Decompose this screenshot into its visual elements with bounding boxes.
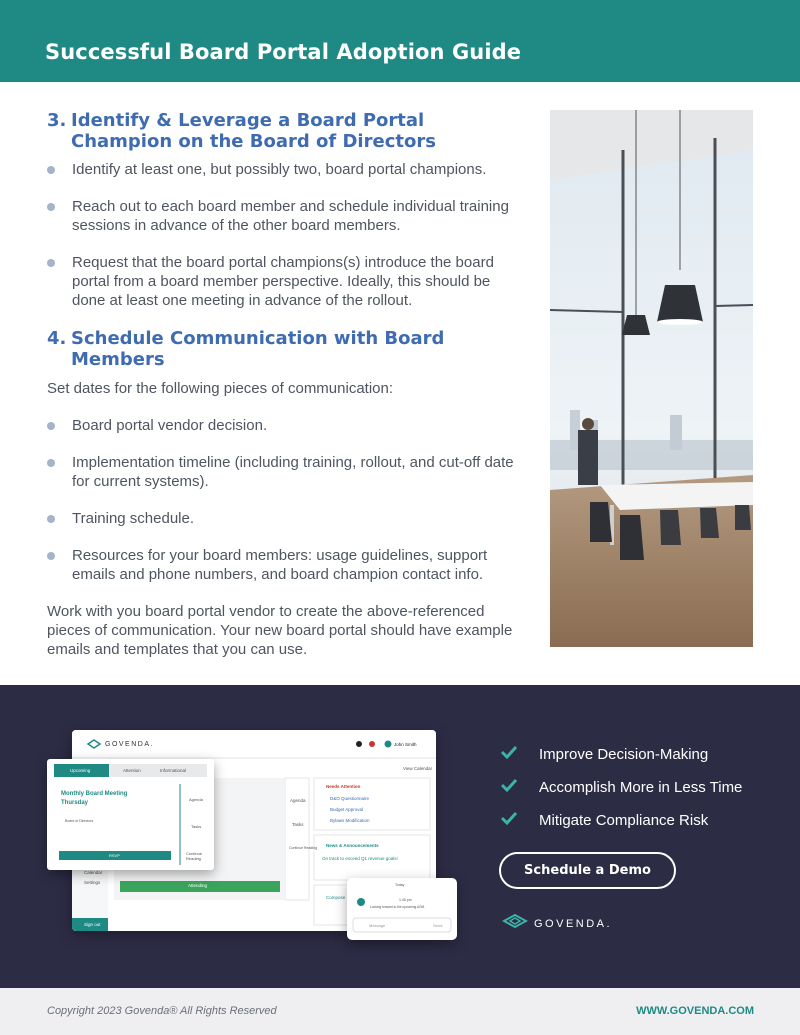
mockup-note-placeholder: Message [369,923,386,928]
govenda-logo [502,913,612,934]
mockup-meeting-title: Monthly Board Meeting [61,791,128,797]
mockup-card-action: Continue Reading [186,851,203,861]
page-title: Successful Board Portal Adoption Guide [45,40,522,64]
mockup-note-header: Today [395,883,405,887]
bullet-dot [47,203,55,211]
mockup-tab-attention: Attention [123,768,141,773]
main-content [47,110,532,659]
mockup-attention-item: D&O Questionnaire [330,796,370,801]
section-3-title: Identify & Leverage a Board Portal Champion on the Board of Directors [71,110,436,152]
mockup-card-action: Agenda [189,797,203,802]
mockup-meeting-day: Thursday [61,800,89,806]
mockup-news-item: On track to exceed Q1 revenue goals! [322,856,398,861]
page-header [0,0,800,82]
mockup-news-title: News & Announcements [326,843,379,848]
bullet-dot [47,459,55,467]
boardroom-photo [550,110,753,647]
mockup-left-item: Calendar [84,870,103,875]
mockup-needs-attention: Needs Attention [326,784,361,789]
list-item: Resources for your board members: usage guidelines, support emails and phone numbers, and board champion contact info. [47,546,517,584]
mockup-left-item: Settings [84,880,101,885]
bullet-dot [47,515,55,523]
copyright-text: Copyright 2023 Govenda® All Rights Reserved [47,1005,277,1017]
list-item: Identify at least one, but possibly two, board portal champions. [47,160,517,179]
govenda-logo-word: GOVENDA. [534,917,613,930]
bullet-dot [47,422,55,430]
list-item: Reach out to each board member and schedule individual training sessions in advance of the other board members. [47,197,517,235]
app-mockup-message [347,878,457,940]
mockup-attention-item: Budget Approval [330,807,364,812]
list-item: Board portal vendor decision. [47,416,517,435]
mockup-brand: GOVENDA. [105,741,154,748]
section-4-list [47,416,517,584]
mockup-tab-informational: Informational [160,768,187,773]
app-mockup-meeting-card [47,759,214,870]
mockup-side-label: Tasks [292,822,304,827]
check-icon [500,745,539,764]
list-item: Request that the board portal champions(s) introduce the board portal from a board member perspective. Ideally, this should be done at least one meeting in advance of the rollout. [47,253,517,310]
feature-item: Accomplish More in Less Time [500,771,742,804]
section-4-number: 4. [47,328,67,349]
feature-list [500,738,742,837]
schedule-demo-button[interactable]: Schedule a Demo [499,852,676,889]
bullet-dot [47,166,55,174]
check-icon [500,811,539,830]
mockup-rsvp: RSVP [109,853,120,858]
list-item: Implementation timeline (including training, rollout, and cut-off date for current systems). [47,453,517,491]
bullet-dot [47,552,55,560]
mockup-note-text: Looking forward to the upcoming AGM. [370,905,426,909]
mockup-view-calendar: View Calendar [403,766,433,771]
list-item: Training schedule. [47,509,517,528]
mockup-sign-out: Sign out [84,922,101,927]
mockup-side-label: Continue Reading [289,846,318,850]
govenda-logo-icon [502,913,528,934]
section-4-heading [47,328,532,370]
bullet-dot [47,259,55,267]
mockup-note-send: Send [433,923,443,928]
section-3-list [47,160,517,310]
section-3-number: 3. [47,110,67,131]
feature-item: Improve Decision-Making [500,738,742,771]
mockup-user-name: John Smith [394,742,417,747]
mockup-meeting-group: Board of Directors [65,819,94,823]
mockup-side-label: Agenda [290,798,306,803]
website-link[interactable]: WWW.GOVENDA.COM [636,1005,754,1017]
section-4-intro: Set dates for the following pieces of communication: [47,380,394,397]
mockup-note-time: 1:45 pm [399,898,412,902]
mockup-tab-upcoming: Upcoming [70,768,91,773]
mockup-card-action: Tasks [191,824,202,829]
mockup-attending: Attending [188,883,208,888]
mockup-compose-label: Compose [326,895,346,900]
section-4-closing: Work with you board portal vendor to create the above-referenced pieces of communication. Your new board portal should have example emails and templates that you can use. [47,603,513,658]
feature-item: Mitigate Compliance Risk [500,804,742,837]
section-4-title: Schedule Communication with Board Members [71,328,445,370]
mockup-attention-item: Bylaws Modification [330,818,370,823]
check-icon [500,778,539,797]
section-3-heading [47,110,532,152]
